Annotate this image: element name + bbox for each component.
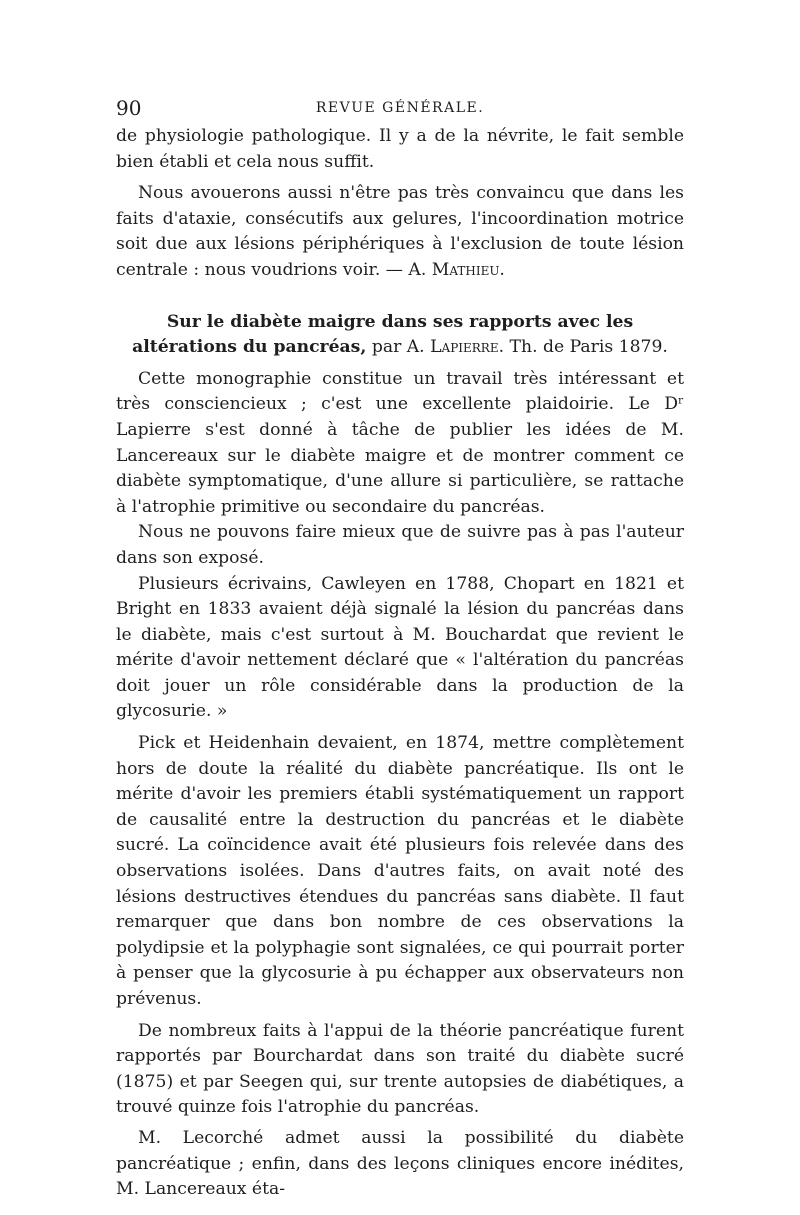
article-heading (116, 310, 684, 361)
article-author-prefix: par A. (371, 337, 425, 358)
article-title: Sur le diabète maigre dans ses rapports avec les altérations du pancréas, (132, 311, 634, 358)
page-number: 90 (116, 96, 142, 120)
paragraph-ataxie (116, 181, 684, 283)
signature: A. Mathieu. (408, 259, 505, 280)
paragraph-monographie: Cette monographie constitue un travail très intéressant et très consciencieux ; c'est une excellente plaidoirie. Le Dʳ Lapierre s'est donné à tâche de publier les idées de M. Lancereaux sur le diabète maigre et de montrer comment ce diabète symptomatique, d'une allure si particulière, se rattache à l'atrophie primitive ou secondaire du pancréas. (116, 368, 684, 517)
paragraph-pick-heidenhain: Pick et Heidenhain devaient, en 1874, mettre complètement hors de doute la réalité du diabète pancréatique. Ils ont le mérite d'avoir les premiers établi systématiquement un rapport de causalité entre la destruction du pancréas et le diabète sucré. La coïncidence avait été plusieurs fois relevée dans des observations isolées. Dans d'autres faits, on avait noté des lésions destructives étendues du pancréas sans diabète. Il faut remarquer que dans bon nombre de ces observations la polydipsie et la polyphagie sont signalées, ce qui pourrait porter à penser que la glycosurie à pu échapper aux observateurs non prévenus. (116, 733, 684, 1009)
paragraph-faits: De nombreux faits à l'appui de la théorie pancréatique furent rapportés par Bourchardat dans son traité du diabète sucré (1875) et par Seegen qui, sur trente autopsies de diabétiques, a trouvé quinze fois l'atrophie du pancréas. (116, 1020, 684, 1118)
article-source: Th. de Paris 1879. (509, 337, 668, 358)
book-page (116, 94, 684, 1203)
paragraph-lecorche: M. Lecorché admet aussi la possibilité du diabète pancréatique ; enfin, dans des leçons cliniques encore inédites, M. Lancereaux éta- (116, 1127, 684, 1200)
running-title: REVUE GÉNÉRALE. (315, 100, 485, 116)
paragraph-ataxie-text: Nous avouerons aussi n'être pas très convaincu que dans les faits d'ataxie, consécutifs aux gelures, l'incoordination motrice soit due aux lésions périphériques à l'exclusion de toute lésion centrale : nous voudrions voir. — (116, 183, 684, 280)
paragraph-expose: Nous ne pouvons faire mieux que de suivre pas à pas l'auteur dans son exposé. (116, 522, 684, 568)
paragraph-ecrivains: Plusieurs écrivains, Cawleyen en 1788, Chopart en 1821 et Bright en 1833 avaient déjà signalé la lésion du pancréas dans le diabète, mais c'est surtout à M. Bouchardat que revient le mérite d'avoir nettement déclaré que « l'altération du pancréas doit jouer un rôle considérable dans la production de la glycosurie. » (116, 573, 684, 722)
page-header (116, 94, 684, 124)
paragraph-continuation: de physiologie pathologique. Il y a de la névrite, le fait semble bien établi et cela nous suffit. (116, 126, 684, 172)
article-author: Lapierre. (430, 337, 505, 358)
